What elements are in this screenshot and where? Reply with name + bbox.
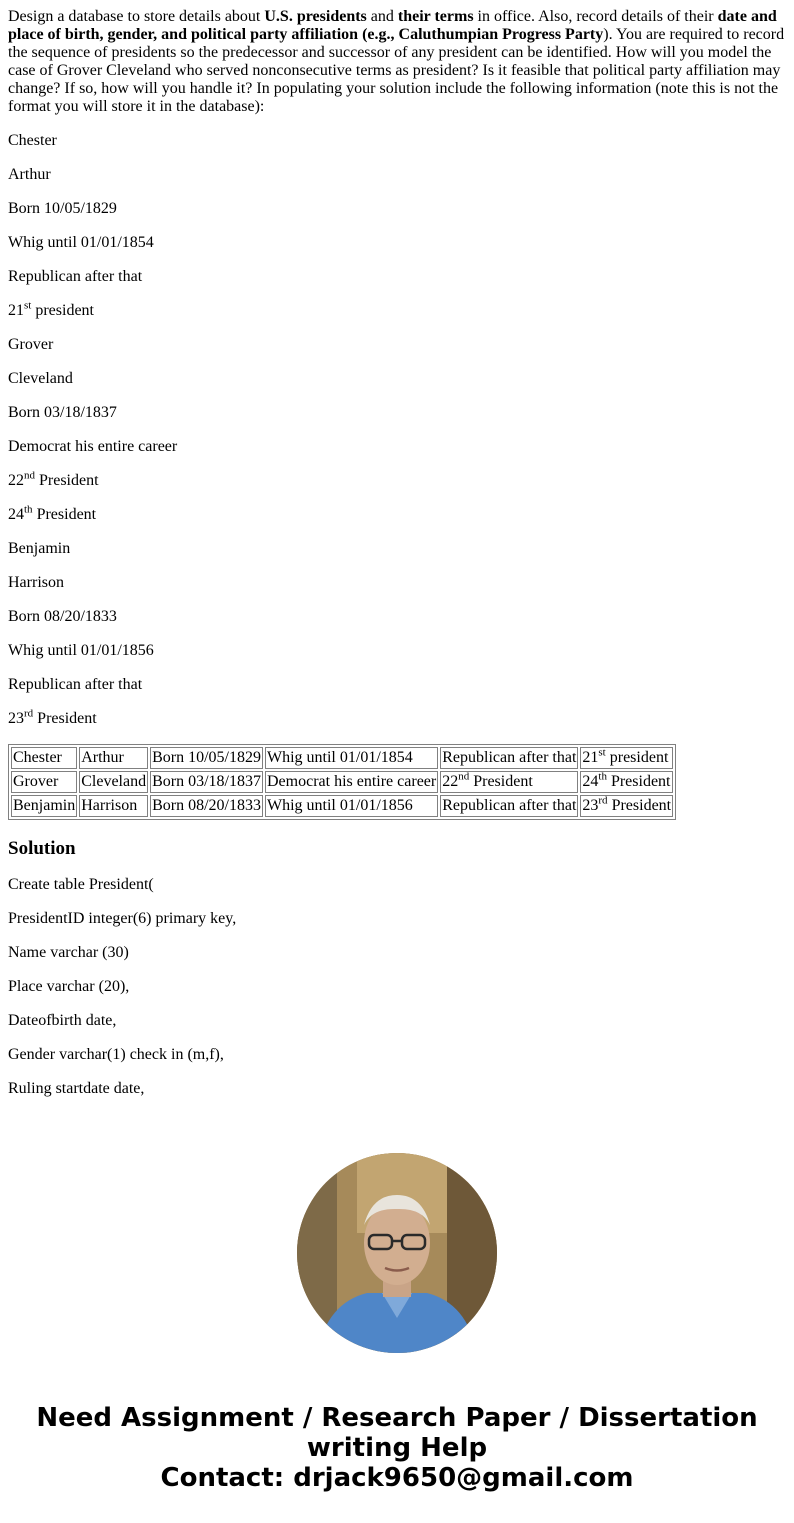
question-text-part: ). You are required to record the sequence of presidents so the predecessor and successor of any president can be identified. How will you model the case of Grover Cleveland who served nonconsecutive terms as president? Is it feasible that political party affiliation may change? If so, how will you handle it? In populating your solution include the following information (note this is not the format you will store it in the database):: [8, 26, 785, 115]
presidents-table: [8, 744, 676, 820]
table-row: [11, 747, 673, 769]
solution-code-line: Place varchar (20),: [8, 978, 130, 995]
ordinal-text: President: [607, 797, 672, 814]
table-cell: Chester: [11, 747, 77, 769]
table-cell: [580, 795, 673, 817]
info-line: Chester: [8, 132, 57, 149]
table-cell: Born 10/05/1829: [150, 747, 263, 769]
info-line: Born 10/05/1829: [8, 200, 117, 217]
ordinal-number: 23: [8, 710, 24, 727]
ordinal-text: President: [35, 472, 99, 489]
solution-code-line: PresidentID integer(6) primary key,: [8, 910, 237, 927]
table-cell: Cleveland: [79, 771, 148, 793]
info-line: Cleveland: [8, 370, 73, 387]
ordinal-text: President: [33, 710, 97, 727]
table-cell: Republican after that: [440, 747, 578, 769]
ordinal-text: president: [605, 749, 669, 766]
document-content: [8, 8, 788, 1123]
promo-line: Need Assignment / Research Paper / Dissertation: [36, 1403, 758, 1433]
solution-code-line: Name varchar (30): [8, 944, 129, 961]
ordinal-number: 21: [582, 749, 599, 766]
ordinal-suffix: nd: [458, 770, 470, 783]
table-cell: Democrat his entire career: [265, 771, 438, 793]
info-line: Born 03/18/1837: [8, 404, 117, 421]
promo-line: writing Help: [306, 1433, 488, 1463]
solution-code-line: Dateofbirth date,: [8, 1012, 117, 1029]
table-cell: Harrison: [79, 795, 148, 817]
ordinal-text: president: [31, 302, 94, 319]
ordinal-number: 23: [582, 797, 599, 814]
info-line: Whig until 01/01/1856: [8, 642, 154, 659]
solution-heading: Solution: [8, 838, 76, 859]
info-line-ordinal: [8, 299, 788, 320]
ordinal-suffix: th: [598, 770, 607, 783]
table-cell: Whig until 01/01/1854: [265, 747, 438, 769]
ordinal-number: 22: [8, 472, 24, 489]
ordinal-number: 22: [442, 773, 459, 790]
ordinal-suffix: nd: [24, 469, 35, 482]
ordinal-suffix: rd: [598, 794, 608, 807]
promo-footer: [0, 1403, 794, 1493]
solution-code-line: Ruling startdate date,: [8, 1080, 145, 1097]
question-text-part: and: [366, 8, 398, 25]
ordinal-number: 24: [582, 773, 599, 790]
ordinal-number: 24: [8, 506, 24, 523]
ordinal-number: 21: [8, 302, 24, 319]
table-cell: Republican after that: [440, 795, 578, 817]
info-line-ordinal: [8, 503, 788, 524]
table-cell: Whig until 01/01/1856: [265, 795, 438, 817]
ordinal-text: President: [469, 773, 533, 790]
solution-code-line: Create table President(: [8, 876, 154, 893]
info-line: Arthur: [8, 166, 51, 183]
ordinal-text: President: [606, 773, 671, 790]
question-text-part: Design a database to store details about: [8, 8, 265, 25]
tutor-avatar: [297, 1153, 497, 1353]
question-bold-part: U.S. presidents: [264, 8, 367, 25]
info-line-ordinal: [8, 469, 788, 490]
ordinal-suffix: th: [24, 503, 33, 516]
ordinal-suffix: st: [24, 299, 32, 312]
ordinal-suffix: st: [598, 746, 606, 759]
question-bold-part: their terms: [397, 8, 474, 25]
table-cell: Benjamin: [11, 795, 77, 817]
info-line: Benjamin: [8, 540, 71, 557]
table-row: [11, 795, 673, 817]
table-cell: [440, 771, 578, 793]
ordinal-suffix: rd: [24, 707, 34, 720]
info-line: Republican after that: [8, 676, 143, 693]
info-line: Democrat his entire career: [8, 438, 178, 455]
info-line: Harrison: [8, 574, 64, 591]
info-line: Whig until 01/01/1854: [8, 234, 154, 251]
question-bold-part: date and place of birth, gender, and political party affiliation (e.g., Caluthumpian Progress Party: [8, 8, 777, 43]
table-cell: [580, 747, 673, 769]
ordinal-text: President: [32, 506, 97, 523]
question-text-part: in office. Also, record details of their: [473, 8, 718, 25]
info-line: Grover: [8, 336, 54, 353]
table-cell: Arthur: [79, 747, 148, 769]
contact-line: Contact: drjack9650@gmail.com: [160, 1463, 634, 1493]
table-cell: Born 03/18/1837: [150, 771, 263, 793]
info-line: Republican after that: [8, 268, 143, 285]
tutor-portrait-image: [297, 1153, 497, 1353]
table-cell: [580, 771, 673, 793]
solution-code-line: Gender varchar(1) check in (m,f),: [8, 1046, 224, 1063]
table-row: [11, 771, 673, 793]
question-text: [8, 8, 788, 116]
info-line: Born 08/20/1833: [8, 608, 117, 625]
table-cell: Grover: [11, 771, 77, 793]
table-cell: Born 08/20/1833: [150, 795, 263, 817]
info-line-ordinal: [8, 707, 788, 728]
